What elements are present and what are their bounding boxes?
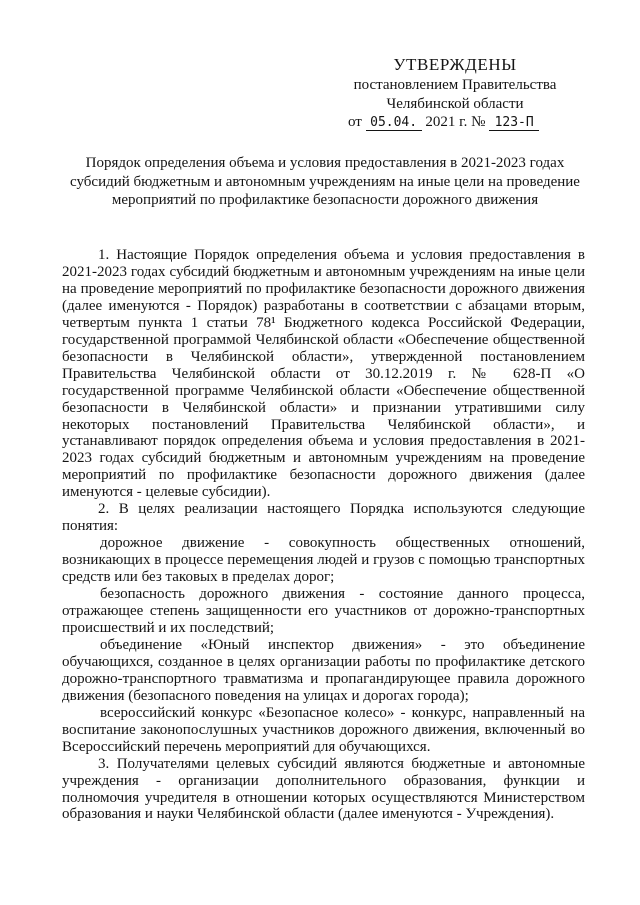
approval-line-decree: постановлением Правительства bbox=[353, 77, 557, 93]
approval-date-value: 05.04. bbox=[366, 115, 422, 131]
document-body bbox=[62, 247, 585, 823]
approval-line-region: Челябинской области bbox=[386, 95, 524, 112]
approval-date-number-line bbox=[340, 113, 570, 132]
document-title-line-3: мероприятий по профилактике безопасности дорожного движения bbox=[111, 192, 539, 208]
approval-stamp-block bbox=[340, 54, 570, 132]
document-title-line-1: Порядок определения объема и условия предоставления в 2021-2023 годах bbox=[85, 155, 565, 171]
definition-safe-wheel-contest: всероссийский конкурс «Безопасное колесо» - конкурс, направленный на воспитание законопослушных участников дорожного движения, включенный во Всероссийский перечень мероприятий для обучающихся. bbox=[62, 704, 585, 755]
paragraph-1-purpose: 1. Настоящие Порядок определения объема и условия предоставления в 2021-2023 годах субсидий бюджетным и автономным учреждениям на иные цели на проведение мероприятий по профилактике безопасности дорожного движения (далее именуются - Порядок) разработаны в соответствии с абзацами вторым, четвертым пункта 1 статьи 78¹ Бюджетного кодекса Российской Федерации, государственной программой Челябинской области «Обеспечение общественной безопасности в Челябинской области», утвержденной постановлением Правительства Челябинской области от 30.12.2019 г. № 628-П «О государственной программе Челябинской области «Обеспечение общественной безопасности в Челябинской области» и признании утратившими силу некоторых постановлений Правительства Челябинской области», и устанавливают порядок определения объема и условия предоставления в 2021-2023 годах субсидий бюджетным и автономным учреждениям на проведение мероприятий по профилактике безопасности дорожного движения (далее именуются - целевые субсидии). bbox=[62, 247, 585, 501]
approval-from-label: от bbox=[348, 114, 362, 130]
approval-heading: УТВЕРЖДЕНЫ bbox=[393, 55, 517, 74]
document-title bbox=[60, 154, 590, 210]
document-title-line-2: субсидий бюджетным и автономным учреждениям на иные цели на проведение bbox=[70, 173, 580, 190]
paragraph-2-definitions-intro: 2. В целях реализации настоящего Порядка используются следующие понятия: bbox=[62, 501, 585, 535]
definition-road-safety: безопасность дорожного движения - состояние данного процесса, отражающее степень защищенности его участников от дорожно-транспортных происшествий и их последствий; bbox=[62, 586, 585, 636]
definition-road-traffic: дорожное движение - совокупность общественных отношений, возникающих в процессе перемещения людей и грузов с помощью транспортных средств или без таковых в пределах дорог; bbox=[62, 535, 585, 586]
definition-young-inspector: объединение «Юный инспектор движения» - это объединение обучающихся, созданное в целях организации работы по профилактике детского дорожно-транспортного травматизма и пропагандирующее правила дорожного движения (безопасного поведения на улицах и дорогах города); bbox=[62, 636, 585, 704]
approval-year-label: 2021 г. № bbox=[425, 114, 486, 130]
paragraph-3-recipients: 3. Получателями целевых субсидий являются бюджетные и автономные учреждения - организации дополнительного образования, функции и полномочия учредителя в отношении которых осуществляются Министерством образования и науки Челябинской области (далее именуются - Учреждения). bbox=[62, 755, 585, 823]
approval-number-value: 123-П bbox=[489, 115, 539, 131]
